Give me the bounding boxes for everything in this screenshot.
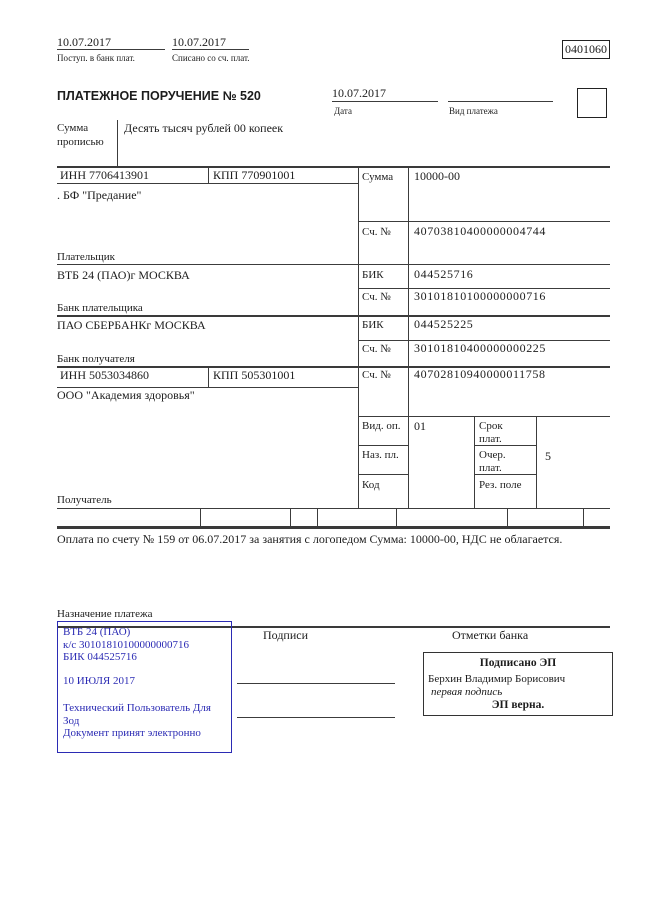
- payer-account: 40703810400000004744: [414, 224, 546, 238]
- signature-line-2: [237, 717, 395, 718]
- date-label: Дата: [334, 106, 352, 116]
- stamp-bik: БИК 044525716: [63, 651, 137, 663]
- received-date-underline: [57, 49, 165, 50]
- stamp-accepted-line: Документ принят электронно: [63, 727, 201, 739]
- payee-name: ООО "Академия здоровья": [57, 388, 195, 402]
- payer-bank-section-rule: [57, 315, 610, 317]
- esign-signature-role: первая подпись: [431, 686, 503, 698]
- pay-order-value: 5: [545, 449, 551, 463]
- op-kind-value: 01: [414, 419, 426, 433]
- debited-date: 10.07.2017: [172, 35, 226, 49]
- op-row2-rule-right: [474, 474, 536, 475]
- payee-section-rule: [57, 508, 610, 509]
- esignature-box: [423, 652, 613, 716]
- sum-value: 10000-00: [414, 169, 460, 183]
- op-term-divider: [536, 416, 537, 508]
- document-title: ПЛАТЕЖНОЕ ПОРУЧЕНИЕ № 520: [57, 89, 261, 103]
- sum-label: Сумма: [362, 171, 394, 183]
- payer-bank-section-label: Банк плательщика: [57, 302, 143, 314]
- payee-account-label: Сч. №: [362, 369, 391, 381]
- bank-acceptance-stamp: [57, 621, 232, 753]
- tax-field-divider: [200, 509, 201, 526]
- purpose-code-label: Наз. пл.: [362, 449, 399, 461]
- tax-field-divider: [507, 509, 508, 526]
- stamp-date: 10 ИЮЛЯ 2017: [63, 674, 135, 687]
- op-value-divider: [474, 416, 475, 508]
- payee-bank-bik-label: БИК: [362, 319, 384, 331]
- payer-bank-name: ВТБ 24 (ПАО)г МОСКВА: [57, 268, 190, 282]
- payer-kpp: КПП 770901001: [213, 168, 296, 182]
- payer-inn-kpp-divider: [208, 167, 209, 183]
- esign-signer-name: Берхин Владимир Борисович: [428, 673, 566, 685]
- tax-field-divider: [396, 509, 397, 526]
- op-row-rule-right: [474, 445, 536, 446]
- debited-date-underline: [172, 49, 249, 50]
- bank-marks-header: Отметки банка: [452, 628, 529, 642]
- payment-kind-underline: [448, 101, 553, 102]
- payer-bank-bik-label: БИК: [362, 269, 384, 281]
- op-row-rule-left: [358, 445, 408, 446]
- payer-inn-row-rule: [57, 183, 358, 184]
- signatures-header: Подписи: [263, 628, 309, 642]
- esign-title: Подписано ЭП: [479, 657, 557, 669]
- payer-section-rule: [57, 264, 610, 265]
- tax-field-divider: [583, 509, 584, 526]
- payee-account: 40702810940000011758: [414, 367, 546, 381]
- payee-kpp: КПП 505301001: [213, 368, 296, 382]
- sum-cell-rule: [358, 221, 610, 222]
- payee-bank-account: 30101810400000000225: [414, 341, 546, 355]
- signature-line-1: [237, 683, 395, 684]
- stamp-user-line1: Технический Пользователь Для: [63, 702, 211, 714]
- received-in-bank-date: 10.07.2017: [57, 35, 111, 49]
- status-field-box: [577, 88, 607, 118]
- payment-purpose-text: Оплата по счету № 159 от 06.07.2017 за занятия с логопедом Сумма: 10000-00, НДС не облагается.: [57, 532, 563, 546]
- stamp-bank-name: ВТБ 24 (ПАО): [63, 626, 131, 638]
- payee-bank-section-label: Банк получателя: [57, 353, 135, 365]
- payee-inn-kpp-divider: [208, 367, 209, 387]
- document-date-value: 10.07.2017: [332, 86, 386, 100]
- date-underline: [332, 101, 438, 102]
- table-bottom-rule: [57, 526, 610, 529]
- payer-inn: ИНН 7706413901: [60, 168, 149, 182]
- payment-kind-label: Вид платежа: [449, 106, 498, 116]
- payer-section-label: Плательщик: [57, 251, 115, 263]
- debited-label: Списано со сч. плат.: [172, 53, 250, 63]
- stamp-corr-account: к/с 30101810100000000716: [63, 638, 190, 651]
- payment-purpose-label: Назначение платежа: [57, 608, 153, 620]
- stamp-user-line2: Зод: [63, 714, 80, 727]
- payer-bank-account: 30101810100000000716: [414, 289, 546, 303]
- esign-verified-text: ЭП верна.: [491, 699, 545, 711]
- payee-bank-bik: 044525225: [414, 317, 474, 331]
- pay-term-label-1: Срок: [479, 420, 503, 432]
- operation-grid-top-rule: [358, 416, 610, 417]
- form-code-box: 0401060: [562, 40, 610, 59]
- amount-words-label-1: Сумма: [57, 122, 89, 134]
- amount-words-divider: [117, 120, 118, 167]
- main-column-divider: [358, 167, 359, 508]
- pay-term-label-2: плат.: [479, 433, 502, 445]
- pay-order-label-2: плат.: [479, 462, 502, 474]
- payee-bank-account-label: Сч. №: [362, 343, 391, 355]
- amount-in-words: Десять тысяч рублей 00 копеек: [124, 121, 284, 135]
- payer-name: . БФ "Предание": [57, 188, 142, 202]
- payer-bank-account-label: Сч. №: [362, 291, 391, 303]
- tax-field-divider: [317, 509, 318, 526]
- payer-account-label: Сч. №: [362, 226, 391, 238]
- payee-inn: ИНН 5053034860: [60, 368, 149, 382]
- payee-section-label: Получатель: [57, 494, 112, 506]
- label-value-divider: [408, 167, 409, 508]
- tax-field-divider: [290, 509, 291, 526]
- op-kind-label: Вид. оп.: [362, 420, 401, 432]
- received-in-bank-label: Поступ. в банк плат.: [57, 53, 135, 63]
- reserve-field-label: Рез. поле: [479, 479, 522, 491]
- payer-bank-bik: 044525716: [414, 267, 474, 281]
- code-label: Код: [362, 479, 380, 491]
- pay-order-label-1: Очер.: [479, 449, 506, 461]
- op-row2-rule-left: [358, 474, 408, 475]
- payee-bank-name: ПАО СБЕРБАНКг МОСКВА: [57, 318, 206, 332]
- amount-words-label-2: прописью: [57, 136, 104, 148]
